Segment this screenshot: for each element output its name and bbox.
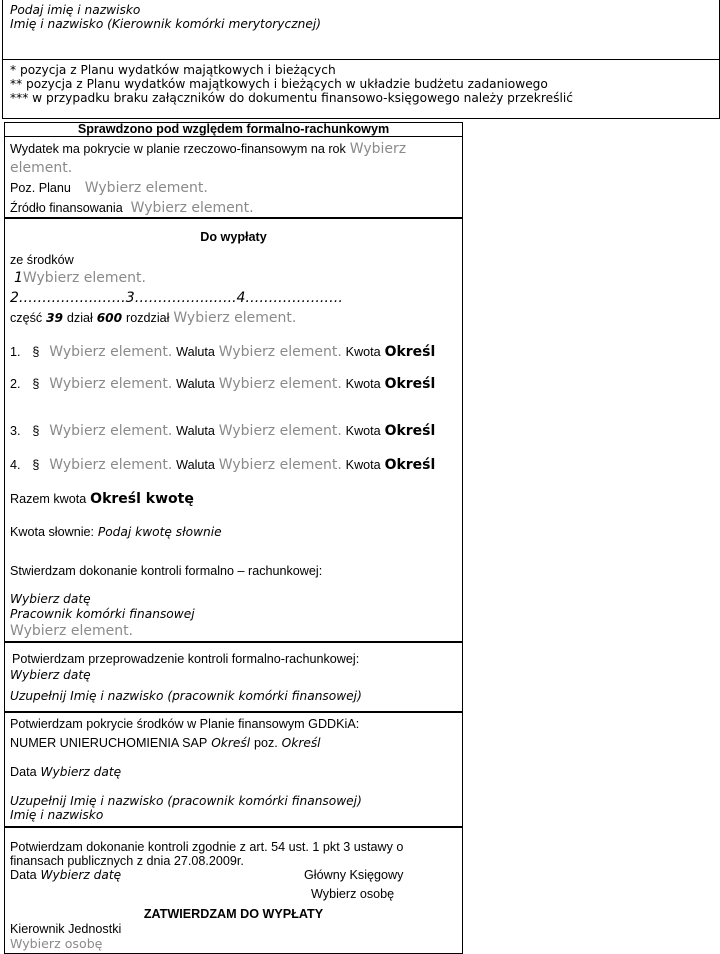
paragraph-sign: § [32, 377, 40, 391]
amount-field[interactable]: Określ [384, 376, 436, 392]
accountant-text-1: Potwierdzam dokonanie kontroli zgodnie z art. 54 ust. 1 pkt 3 ustawy o [10, 840, 404, 854]
name-field[interactable]: Podaj imię i nazwisko [10, 3, 141, 17]
payment-row [10, 457, 435, 473]
divider [4, 217, 463, 219]
words-label: Kwota słownie: [10, 525, 94, 539]
paragraph-select[interactable]: Wybierz element. [49, 423, 173, 439]
part-prefix: część [10, 311, 43, 325]
source-item-number: 1 [14, 270, 23, 286]
amount-label: Kwota [345, 345, 381, 359]
total-field[interactable]: Określ kwotę [90, 491, 194, 507]
funds-date-row [10, 765, 121, 779]
section-header-payment: Do wypłaty [200, 230, 267, 244]
row-number: 2. [10, 377, 21, 391]
section-header-check: Sprawdzono pod względem formalno-rachunkowym [77, 122, 390, 136]
currency-label: Waluta [176, 458, 215, 472]
currency-label: Waluta [176, 345, 215, 359]
accountant-date-label: Data [10, 868, 37, 882]
approval-header: ZATWIERDZAM DO WYPŁATY [143, 907, 324, 921]
rozdzial-select[interactable]: Wybierz element. [173, 310, 297, 326]
amount-label: Kwota [345, 377, 381, 391]
currency-select[interactable]: Wybierz element. [218, 457, 342, 473]
accountant-date-row [10, 868, 121, 882]
accountant-date-field[interactable]: Wybierz datę [40, 868, 122, 882]
sap-row [10, 736, 321, 750]
divider [4, 136, 463, 137]
row-number: 4. [10, 458, 21, 472]
paragraph-select[interactable]: Wybierz element. [49, 457, 173, 473]
payment-row [10, 344, 435, 360]
currency-select[interactable]: Wybierz element. [218, 423, 342, 439]
currency-label: Waluta [176, 377, 215, 391]
poz-select[interactable]: Wybierz element. [84, 180, 208, 196]
source-item-1 [14, 270, 146, 286]
chief-accountant-select[interactable]: Wybierz osobę [311, 887, 395, 901]
approval-person-select[interactable]: Wybierz osobę [10, 936, 103, 951]
funds-date-label: Data [10, 765, 37, 779]
sap-poz-field[interactable]: Określ [281, 736, 321, 750]
from-label: ze środków [10, 253, 74, 267]
worker-select[interactable]: Wybierz element. [10, 623, 134, 639]
source-row [10, 200, 254, 216]
confirm-control-date-field[interactable]: Wybierz datę [10, 668, 91, 682]
plan-label: Wydatek ma pokrycie w planie rzeczowo-finansowym na rok [10, 142, 346, 156]
part-value[interactable]: 39 [46, 311, 64, 325]
footnote-2: ** pozycja z Planu wydatków majątkowych i bieżących w układzie budżetu zadaniowego [10, 77, 548, 91]
amount-label: Kwota [345, 458, 381, 472]
poz-label: Poz. Planu [10, 181, 71, 195]
sap-poz-label: poz. [253, 736, 278, 750]
currency-label: Waluta [176, 424, 215, 438]
funds-name-field[interactable]: Uzupełnij Imię i nazwisko (pracownik komórki finansowej) [10, 794, 362, 808]
amount-field[interactable]: Określ [384, 457, 436, 473]
amount-field[interactable]: Określ [384, 344, 436, 360]
row-number: 1. [10, 345, 21, 359]
row-number: 3. [10, 424, 21, 438]
source-select[interactable]: Wybierz element. [130, 200, 254, 216]
funds-name-caption: Imię i nazwisko [10, 808, 104, 822]
payment-row [10, 423, 435, 439]
paragraph-select[interactable]: Wybierz element. [49, 376, 173, 392]
name-caption: Imię i nazwisko (Kierownik komórki merytorycznej) [10, 17, 321, 31]
words-row [10, 525, 222, 539]
divider [4, 711, 463, 713]
divider [4, 826, 463, 828]
total-label: Razem kwota [10, 492, 87, 506]
rozdzial-label: rozdział [126, 311, 170, 325]
classification-row [10, 310, 296, 326]
source-label: Źródło finansowania [10, 201, 123, 215]
control-date-field[interactable]: Wybierz datę [10, 592, 91, 606]
footnote-1: * pozycja z Planu wydatków majątkowych i bieżących [10, 63, 336, 77]
chief-accountant-title: Główny Księgowy [304, 868, 404, 882]
amount-field[interactable]: Określ [384, 423, 436, 439]
currency-select[interactable]: Wybierz element. [218, 344, 342, 360]
funds-date-field[interactable]: Wybierz datę [40, 765, 122, 779]
plan-year-select-cont[interactable]: element. [10, 160, 73, 176]
paragraph-select[interactable]: Wybierz element. [49, 344, 173, 360]
confirm-funds-heading: Potwierdzam pokrycie środków w Planie finansowym GDDKiA: [10, 717, 360, 731]
source-item-select[interactable]: Wybierz element. [22, 270, 146, 286]
paragraph-sign: § [32, 345, 40, 359]
sap-field[interactable]: Określ [211, 736, 251, 750]
plan-year-select[interactable]: Wybierz [349, 141, 407, 157]
confirm-control-text: Stwierdzam dokonanie kontroli formalno – rachunkowej: [10, 564, 323, 578]
source-items-line: 2……………..……3……………..…..4……………..…. [10, 290, 343, 306]
worker-caption: Pracownik komórki finansowej [10, 607, 195, 621]
dzial-value[interactable]: 600 [96, 311, 123, 325]
confirm-control-name-field[interactable]: Uzupełnij Imię i nazwisko (pracownik komórki finansowej) [10, 689, 362, 703]
approval-role: Kierownik Jednostki [10, 922, 122, 936]
total-row [10, 491, 194, 507]
accountant-text-2: finansach publicznych z dnia 27.08.2009r. [10, 854, 244, 868]
dzial-label: dział [66, 311, 93, 325]
words-field[interactable]: Podaj kwotę słownie [97, 525, 222, 539]
amount-label: Kwota [345, 424, 381, 438]
confirm-control-heading: Potwierdzam przeprowadzenie kontroli formalno-rachunkowej: [12, 652, 360, 666]
currency-select[interactable]: Wybierz element. [218, 376, 342, 392]
divider [4, 641, 463, 643]
footnote-3: *** w przypadku braku załączników do dokumentu finansowo-księgowego należy przekreślić [10, 91, 573, 105]
sap-label: NUMER UNIERUCHOMIENIA SAP [10, 736, 208, 750]
payment-row [10, 376, 435, 392]
plan-row [10, 141, 406, 157]
paragraph-sign: § [32, 458, 40, 472]
paragraph-sign: § [32, 424, 40, 438]
poz-row [10, 180, 208, 196]
